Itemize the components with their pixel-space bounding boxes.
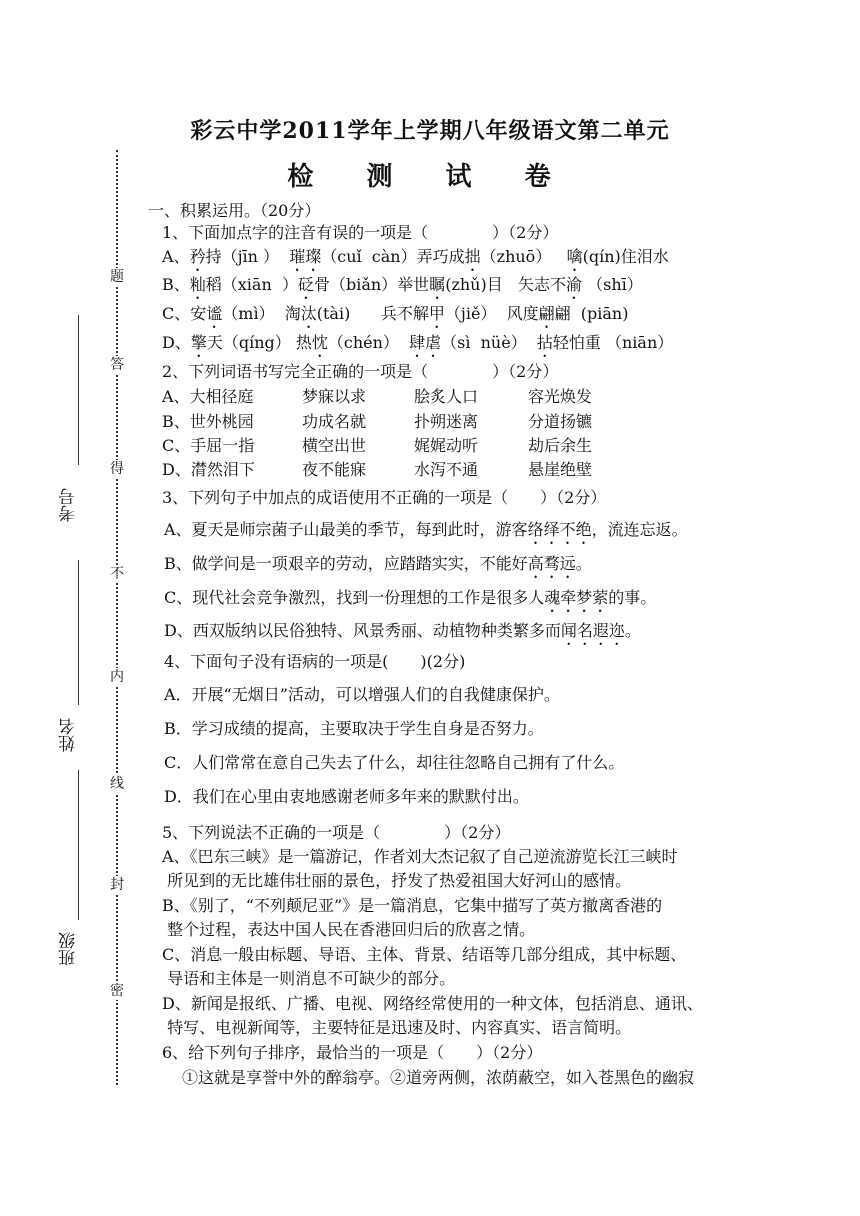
- question-3-option-a: [164, 519, 688, 548]
- question-5-line: B、《别了，“不列颠尼亚”》是一篇消息，它集中描写了英方撤离香港的: [162, 896, 663, 915]
- field-label-exam-number: 考号: [59, 488, 79, 522]
- question-5-line: 所见到的无比雄伟壮丽的景色，抒发了热爱祖国大好河山的感情。: [162, 871, 632, 890]
- emphasized-text: 渝: [566, 275, 583, 294]
- question-4-option-b: B．学习成绩的提高，主要取决于学生自身是否努力。: [164, 719, 544, 738]
- question-3-option-c: [164, 587, 656, 616]
- text-segment: 骨（biǎn）举世: [313, 275, 430, 294]
- emphasized-text: 汰: [300, 304, 317, 323]
- seal-char: 答: [110, 357, 124, 373]
- text-segment: ，流连忘返。: [591, 520, 688, 539]
- emphasized-text: 络绎不绝: [527, 520, 592, 539]
- emphasized-text: 闻名遐迩: [560, 621, 625, 640]
- option-word: 悬崖绝壁: [528, 460, 593, 479]
- option-word: 横空出世: [302, 436, 367, 455]
- emphasized-text: 忱: [311, 333, 328, 352]
- text-segment: （jiě） 风度: [444, 304, 539, 323]
- option-word: 娓娓动听: [414, 436, 479, 455]
- text-segment: 轻怕重 （niān）: [552, 333, 674, 352]
- option-word: 脍炙人口: [414, 387, 479, 406]
- option-word: 功成名就: [302, 412, 367, 431]
- text-segment: 的事。: [608, 588, 657, 607]
- text-segment: （mì） 淘: [222, 304, 301, 323]
- emphasized-text: 瞩: [429, 275, 446, 294]
- question-5-line: 整个过程，表达中国人民在香港回归后的欣喜之情。: [162, 920, 536, 939]
- option-word: 水泻不通: [414, 460, 479, 479]
- question-1-option-d: [162, 332, 673, 361]
- emphasized-text: 肆虐: [409, 333, 442, 352]
- option-word: 夜不能寐: [302, 460, 367, 479]
- option-word: 分道扬镳: [528, 412, 593, 431]
- emphasized-text: 拈: [536, 333, 553, 352]
- seal-char: 内: [110, 669, 124, 685]
- question-1-option-b: [162, 274, 643, 303]
- exam-subtitle: 检 测 试 卷: [287, 162, 573, 192]
- seal-char: 密: [110, 983, 124, 999]
- question-1-stem: 1、下面加点字的注音有误的一项是（ ）（2分）: [162, 223, 559, 242]
- binding-dotted-line: [116, 150, 118, 1085]
- emphasized-text: 噙: [566, 247, 583, 266]
- field-label-name: 姓名: [59, 718, 79, 752]
- text-segment: 天（qíng） 热: [206, 333, 312, 352]
- option-word: 梦寐以求: [302, 387, 367, 406]
- text-segment: D、西双版纳以民俗独特、风景秀丽、动植物种类繁多而: [164, 621, 561, 640]
- section-heading: 一、积累运用。（20分）: [148, 201, 321, 220]
- text-segment: (tài) 兵不解: [316, 304, 429, 323]
- emphasized-text: 籼: [189, 275, 206, 294]
- question-2-stem: 2、下列词语书写完全正确的一项是（ ）（2分）: [162, 362, 559, 381]
- question-4-option-d: D．我们在心里由衷地感谢老师多年来的默默付出。: [164, 787, 529, 806]
- seal-char: 题: [110, 269, 124, 285]
- field-label-class: 班级: [59, 932, 79, 966]
- question-3-option-d: [164, 620, 641, 649]
- text-segment: （chén）: [327, 333, 410, 352]
- emphasized-text: 矜: [189, 247, 206, 266]
- question-4-stem: 4、下面句子没有语病的一项是( )(2分): [164, 652, 466, 671]
- seal-char: 封: [110, 877, 124, 893]
- option-word: 容光焕发: [528, 387, 593, 406]
- question-5-line: A、《巴东三峡》是一篇游记，作者刘大杰记叙了自己逆流游览长江三峡时: [162, 847, 678, 866]
- emphasized-text: 拙: [464, 247, 481, 266]
- text-segment: B、做学问是一项艰辛的劳动，应踏踏实实，不能好: [164, 554, 528, 573]
- text-segment: （shī）: [582, 275, 643, 294]
- text-segment: A、: [162, 247, 190, 266]
- text-segment: 稻（xiān ）: [205, 275, 298, 294]
- seal-char: 线: [110, 776, 124, 792]
- emphasized-text: 谧: [206, 304, 223, 323]
- text-segment: (qín)住泪水: [582, 247, 669, 266]
- text-segment: （sì nüè）: [441, 333, 537, 352]
- question-5-line: 特写、电视新闻等，主要特征是迅速及时、内容真实、语言简明。: [162, 1018, 632, 1037]
- option-word: 劫后余生: [528, 436, 593, 455]
- field-line: [78, 560, 79, 705]
- text-segment: C、安: [162, 304, 207, 323]
- text-segment: （cuǐ càn）弄巧成: [321, 247, 465, 266]
- field-line: [78, 315, 79, 465]
- question-6-text: ①这就是享誉中外的醉翁亭。②道旁两侧，浓荫蔽空，如入苍黑色的幽寂: [182, 1068, 695, 1087]
- text-segment: 持（jīn ）: [205, 247, 290, 266]
- seal-char: 不: [110, 566, 124, 582]
- question-1-option-a: [162, 246, 669, 275]
- question-5-line: C、消息一般由标题、导语、主体、背景、结语等几部分组成，其中标题、: [162, 945, 687, 964]
- emphasized-text: 魂牵梦萦: [544, 588, 609, 607]
- question-4-option-c: C．人们常常在意自己失去了什么，却往往忽略自己拥有了什么。: [164, 753, 625, 772]
- text-segment: D、: [162, 333, 191, 352]
- question-1-option-c: [162, 303, 628, 332]
- text-segment: C、现代社会竞争激烈，找到一份理想的工作是很多人: [164, 588, 545, 607]
- emphasized-text: 砭: [297, 275, 314, 294]
- question-6-stem: 6、给下列句子排序，最恰当的一项是（ ）（2分）: [162, 1043, 543, 1062]
- emphasized-text: 甲: [428, 304, 445, 323]
- text-segment: 。: [624, 621, 641, 640]
- question-4-option-a: A．开展“无烟日”活动，可以增强人们的自我健康保护。: [164, 685, 560, 704]
- field-line: [78, 770, 79, 920]
- text-segment: 。: [575, 554, 592, 573]
- emphasized-text: 高骛远: [527, 554, 576, 573]
- question-3-option-b: [164, 553, 592, 582]
- emphasized-text: 擎: [190, 333, 207, 352]
- text-segment: B、: [162, 275, 190, 294]
- seal-char: 得: [110, 461, 124, 477]
- text-segment: （zhuō）: [480, 247, 567, 266]
- option-word: B、世外桃园: [162, 412, 254, 431]
- question-5-stem: 5、下列说法不正确的一项是（ ）（2分）: [162, 823, 511, 842]
- exam-title: 彩云中学2011学年上学期八年级语文第二单元: [190, 118, 670, 144]
- emphasized-text: 璀璨: [289, 247, 322, 266]
- text-segment: 翩 (piān): [554, 304, 629, 323]
- option-word: C、手屈一指: [162, 436, 255, 455]
- text-segment: A、夏天是师宗菌子山最美的季节，每到此时，游客: [164, 520, 528, 539]
- option-word: A、大相径庭: [162, 387, 254, 406]
- option-word: D、潸然泪下: [162, 460, 255, 479]
- option-word: 扑朔迷离: [414, 412, 479, 431]
- emphasized-text: 翩: [538, 304, 555, 323]
- question-5-line: 导语和主体是一则消息不可缺少的部分。: [162, 969, 456, 988]
- question-5-line: D、新闻是报纸、广播、电视、网络经常使用的一种文体，包括消息、通讯、: [162, 994, 703, 1013]
- question-3-stem: 3、下列句子中加点的成语使用不正确的一项是（ ）（2分）: [162, 488, 607, 507]
- text-segment: (zhǔ)目 矢志不: [445, 275, 566, 294]
